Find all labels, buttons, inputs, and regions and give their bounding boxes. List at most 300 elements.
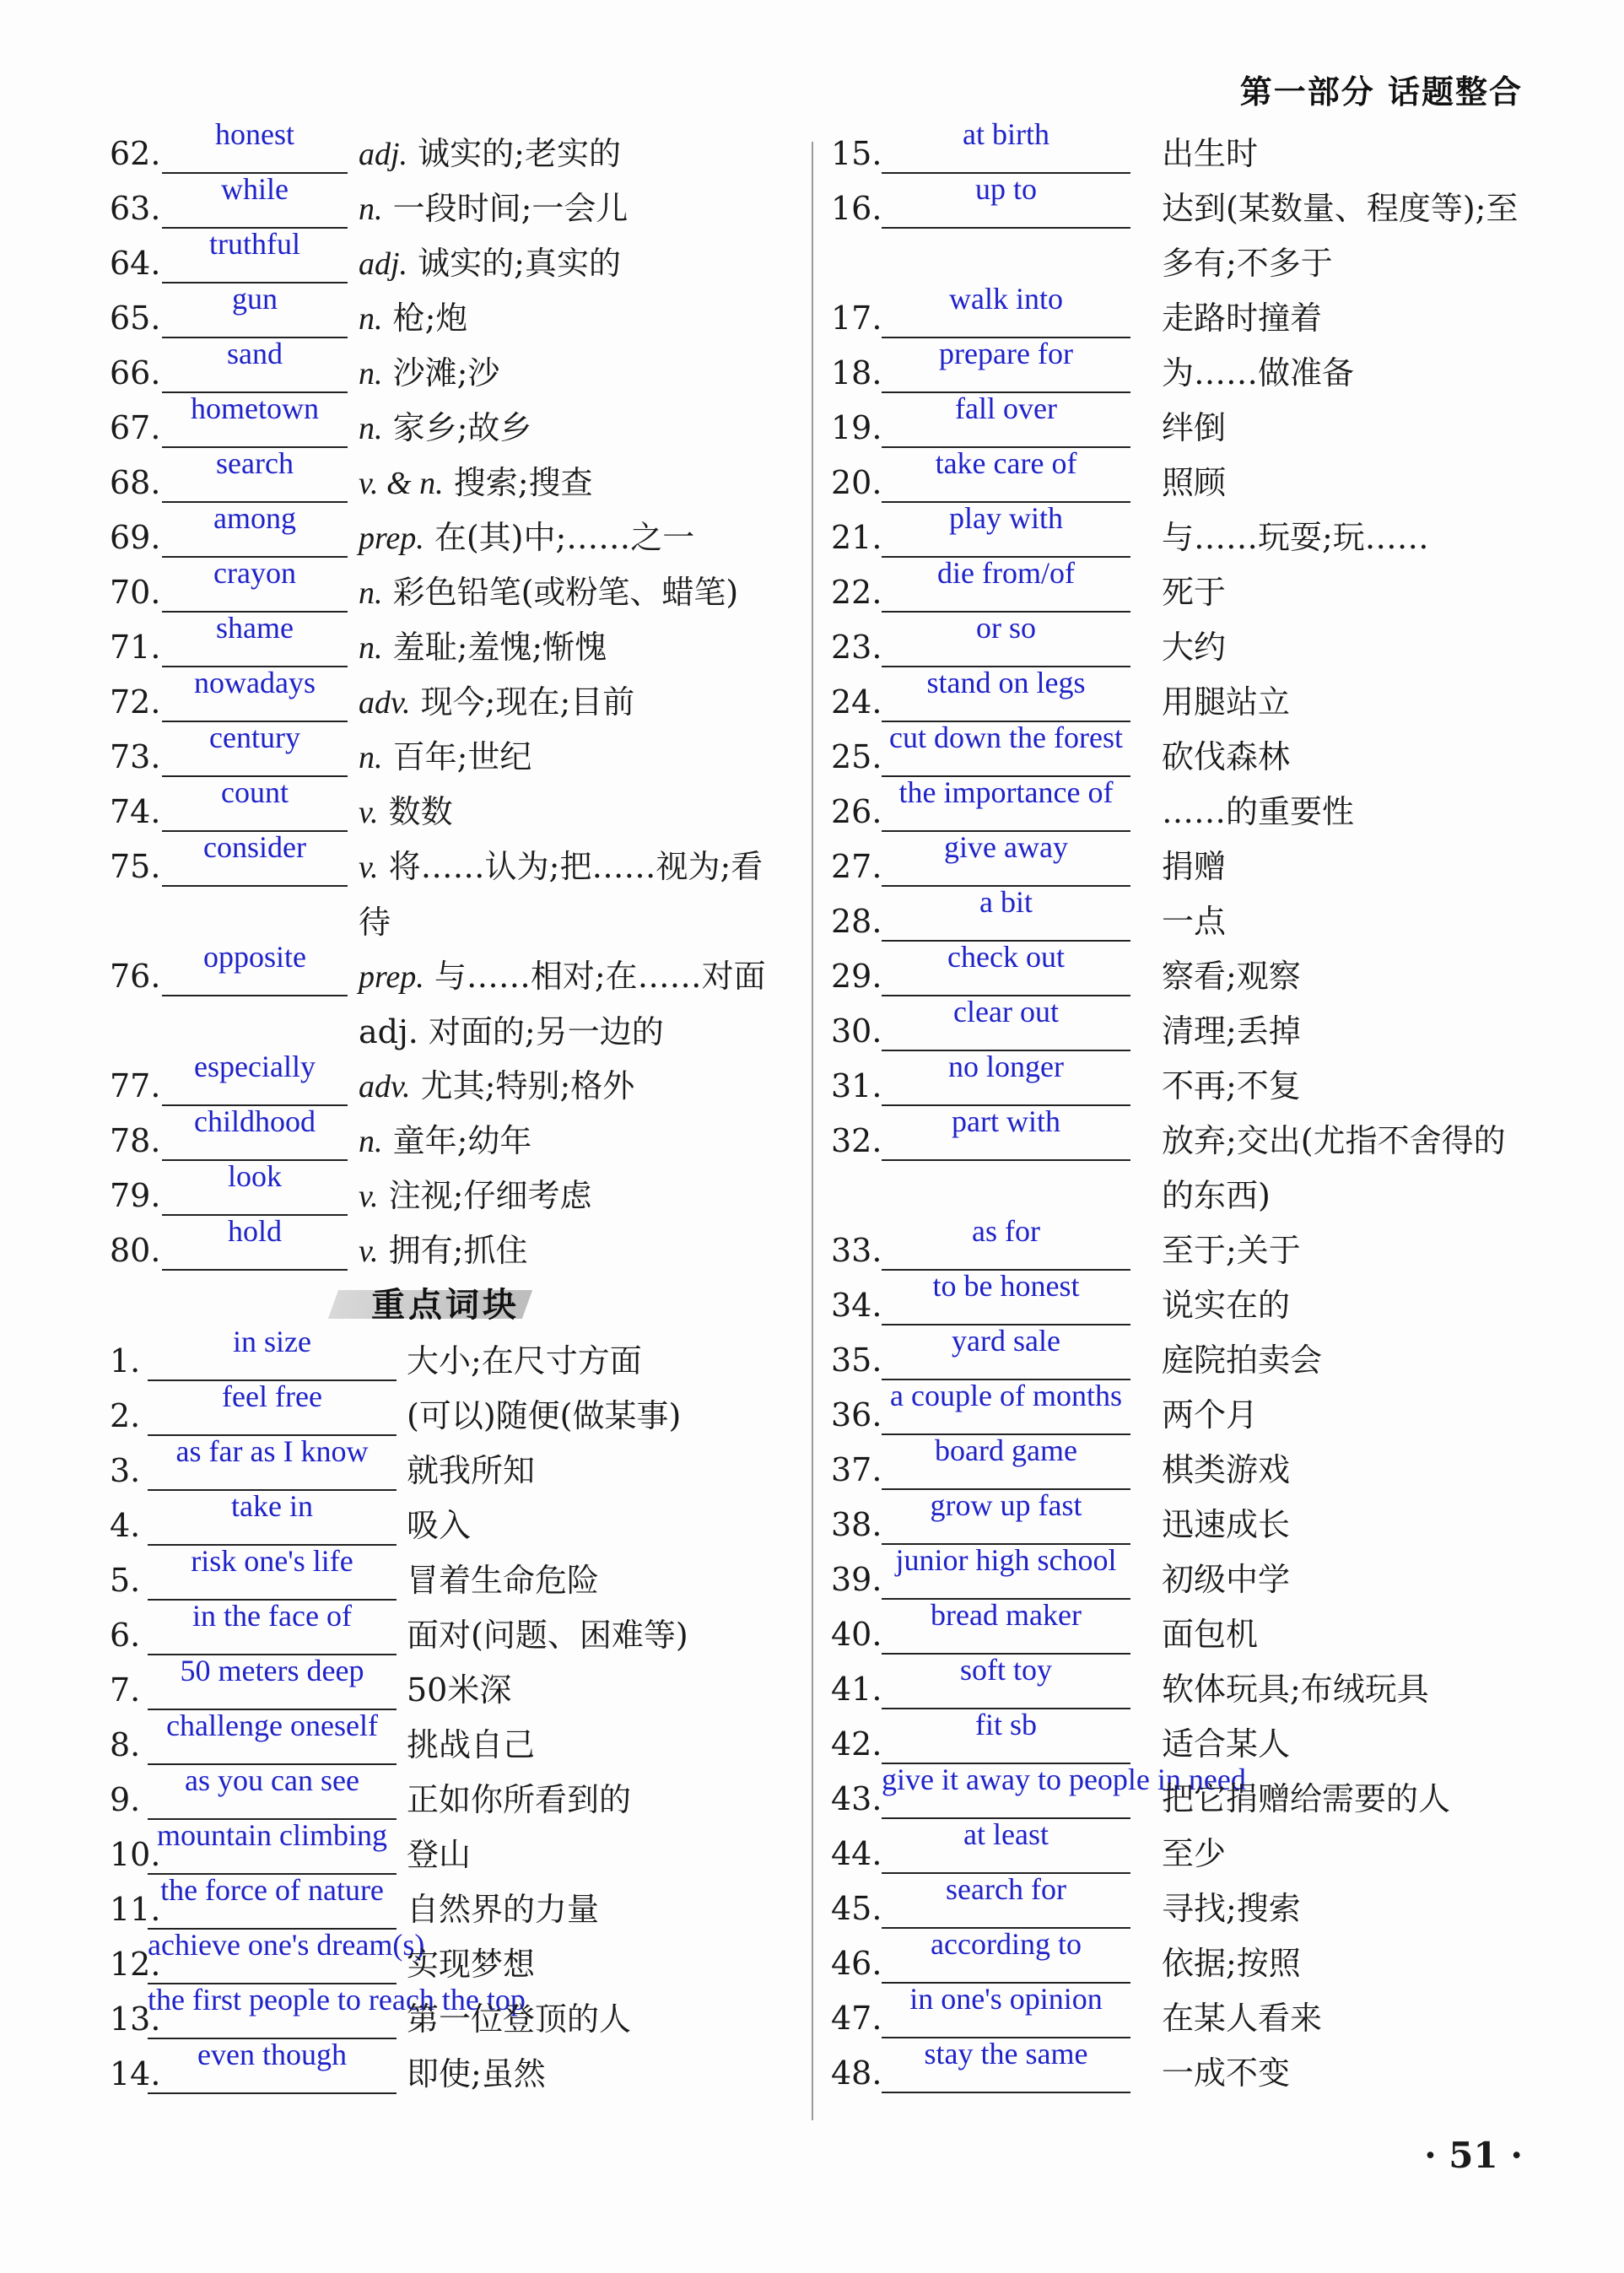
answer-blank [148, 1325, 397, 1381]
item-meaning [1162, 510, 1524, 565]
item-number: 75. [110, 848, 161, 885]
answer-blank [162, 446, 348, 503]
item-meaning [359, 346, 785, 402]
item-meaning [1162, 949, 1524, 1004]
handwritten-answer: count [221, 775, 289, 809]
answer-blank [148, 1928, 425, 1984]
handwritten-answer: opposite [203, 940, 306, 974]
item-meaning [1162, 346, 1524, 401]
meaning-text: 50米深 [407, 1671, 512, 1709]
handwritten-answer: 50 meters deep [180, 1654, 364, 1687]
item-number: 20. [831, 464, 882, 501]
answer-blank [162, 721, 348, 777]
answer-blank [882, 1817, 1130, 1874]
item-number: 4. [110, 1507, 141, 1544]
meaning-text: 数数 [388, 793, 453, 830]
handwritten-answer: take care of [935, 446, 1077, 480]
answer-blank [882, 830, 1130, 887]
meaning-text: 沙滩;沙 [392, 354, 500, 391]
part-of-speech: prep. [359, 959, 424, 995]
item-meaning [359, 1114, 785, 1169]
handwritten-answer: shame [216, 611, 294, 645]
answer-blank [162, 775, 348, 832]
meaning-text: 冒着生命危险 [407, 1562, 600, 1599]
item-number: 45. [831, 1890, 882, 1927]
item-meaning [1162, 1498, 1524, 1552]
handwritten-answer: sand [227, 337, 283, 370]
answer-blank [882, 172, 1130, 229]
item-meaning [1162, 1882, 1524, 1936]
item-number: 2. [110, 1397, 141, 1434]
meaning-text: 软体玩具;布绒玩具 [1162, 1671, 1429, 1708]
answer-blank [148, 2038, 397, 2094]
answer-blank [882, 391, 1130, 448]
handwritten-answer: grow up fast [930, 1488, 1082, 1522]
answer-blank [162, 556, 348, 613]
handwritten-answer: part with [952, 1104, 1060, 1138]
answer-blank [882, 940, 1130, 996]
item-number: 14. [110, 2055, 161, 2092]
handwritten-answer: prepare for [939, 337, 1073, 370]
answer-blank [882, 1543, 1130, 1600]
answer-blank [162, 117, 348, 174]
answer-blank [162, 1050, 348, 1106]
item-meaning [1162, 620, 1524, 675]
answer-blank [162, 391, 348, 448]
handwritten-answer: board game [935, 1433, 1077, 1467]
item-number: 64. [110, 245, 161, 282]
part-of-speech: v. & n. [359, 466, 444, 501]
item-meaning [407, 1498, 786, 1553]
meaning-text: 彩色铅笔(或粉笔、蜡笔) [392, 574, 739, 611]
handwritten-answer: the first people to reach the top [148, 1983, 526, 2017]
item-number: 42. [831, 1725, 882, 1763]
item-meaning [1162, 1443, 1524, 1498]
item-number: 40. [831, 1616, 882, 1653]
item-meaning [407, 1663, 786, 1718]
handwritten-answer: soft toy [959, 1653, 1052, 1687]
item-number: 78. [110, 1122, 161, 1159]
item-meaning [359, 291, 785, 347]
item-meaning [359, 401, 785, 456]
list-item [831, 2037, 1523, 2101]
part-of-speech: prep. [359, 521, 424, 556]
item-meaning [407, 1608, 786, 1663]
meaning-text: 不再;不复 [1162, 1067, 1301, 1104]
item-meaning [1162, 675, 1524, 730]
meaning-text: 尤其;特别;格外 [420, 1067, 635, 1104]
meaning-text: 注视;仔细考虑 [388, 1177, 592, 1214]
handwritten-answer: challenge oneself [166, 1709, 378, 1742]
answer-blank [162, 666, 348, 722]
item-number: 68. [110, 464, 161, 501]
meaning-text: 枪;炮 [392, 300, 468, 337]
answer-blank [162, 227, 348, 283]
list-item [831, 172, 1523, 291]
item-number: 26. [831, 793, 882, 830]
answer-blank [162, 940, 348, 996]
handwritten-answer: honest [215, 117, 294, 151]
item-number: 17. [831, 300, 882, 337]
item-number: 43. [831, 1780, 882, 1817]
item-meaning [1162, 1662, 1524, 1717]
item-meaning [359, 1223, 785, 1279]
answer-blank [882, 775, 1130, 832]
item-number: 9. [110, 1781, 141, 1818]
item-number: 74. [110, 793, 161, 830]
handwritten-answer: consider [203, 830, 306, 864]
meaning-text: 与……相对;在……对面 adj. 对面的;另一边的 [359, 958, 766, 1050]
item-number: 12. [110, 1946, 161, 1983]
answer-blank [882, 556, 1130, 613]
item-meaning [407, 1882, 786, 1937]
meaning-text: 一点 [1162, 903, 1227, 940]
item-number: 23. [831, 629, 882, 666]
meaning-text: (可以)随便(做某事) [407, 1397, 682, 1434]
item-meaning [1162, 1059, 1524, 1114]
meaning-text: 自然界的力量 [407, 1891, 600, 1928]
meaning-text: 百年;世纪 [392, 738, 532, 775]
item-meaning [1162, 840, 1524, 894]
item-number: 35. [831, 1342, 882, 1379]
item-meaning [1162, 1827, 1524, 1882]
meaning-text: 依据;按照 [1162, 1945, 1301, 1982]
handwritten-answer: give away [944, 830, 1068, 864]
answer-blank [148, 1873, 397, 1930]
handwritten-answer: risk one's life [191, 1544, 353, 1578]
part-of-speech: adv. [359, 685, 411, 721]
item-meaning [359, 181, 785, 237]
item-meaning [407, 1718, 786, 1773]
item-number: 3. [110, 1452, 141, 1489]
item-number: 8. [110, 1726, 141, 1763]
handwritten-answer: search for [946, 1872, 1066, 1906]
handwritten-answer: search [216, 446, 294, 480]
item-meaning [359, 949, 785, 1060]
item-number: 25. [831, 738, 882, 775]
answer-blank [882, 1379, 1130, 1435]
item-meaning [407, 1992, 786, 2047]
handwritten-answer: hold [227, 1214, 282, 1248]
meaning-text: 童年;幼年 [392, 1122, 532, 1159]
handwritten-answer: die from/of [937, 556, 1075, 590]
item-number: 44. [831, 1835, 882, 1872]
item-number: 27. [831, 848, 882, 885]
meaning-text: 放弃;交出(尤指不舍得的的东西) [1162, 1122, 1506, 1214]
list-item [110, 940, 793, 1059]
item-number: 30. [831, 1012, 882, 1050]
handwritten-answer: no longer [948, 1050, 1064, 1083]
meaning-text: 出生时 [1162, 135, 1259, 172]
answer-blank [162, 282, 348, 338]
handwritten-answer: junior high school [895, 1543, 1117, 1577]
item-number: 39. [831, 1561, 882, 1598]
handwritten-answer: yard sale [952, 1324, 1060, 1358]
answer-blank [882, 885, 1130, 942]
answer-blank [148, 1599, 397, 1655]
item-meaning [359, 840, 785, 950]
meaning-text: 说实在的 [1162, 1287, 1291, 1324]
page-header: 第一部分 话题整合 [1239, 73, 1523, 111]
handwritten-answer: crayon [213, 556, 296, 590]
handwritten-answer: the importance of [898, 775, 1114, 809]
right-column [831, 117, 1523, 2101]
item-number: 72. [110, 683, 161, 721]
section-heading-text: 重点词块 [371, 1286, 520, 1325]
item-number: 67. [110, 409, 161, 446]
answer-blank [148, 1544, 397, 1601]
item-number: 66. [110, 354, 161, 391]
item-number: 37. [831, 1451, 882, 1488]
item-meaning [1162, 2046, 1524, 2101]
meaning-text: 迅速成长 [1162, 1506, 1291, 1543]
item-number: 31. [831, 1067, 882, 1104]
handwritten-answer: stay the same [924, 2037, 1088, 2071]
answer-blank [162, 1159, 348, 1216]
meaning-text: 棋类游戏 [1162, 1451, 1291, 1488]
meaning-text: 羞耻;羞愧;惭愧 [392, 629, 607, 666]
answer-blank [162, 172, 348, 229]
meaning-text: 初级中学 [1162, 1561, 1291, 1598]
handwritten-answer: take in [231, 1489, 313, 1523]
item-number: 33. [831, 1232, 882, 1269]
meaning-text: 搜索;搜查 [453, 464, 593, 501]
answer-blank [882, 1488, 1130, 1545]
item-meaning [407, 1334, 786, 1389]
answer-blank [882, 1050, 1130, 1106]
handwritten-answer: fit sb [974, 1708, 1037, 1741]
handwritten-answer: feel free [222, 1379, 322, 1413]
item-number: 1. [110, 1342, 141, 1379]
item-number: 10. [110, 1836, 161, 1873]
item-meaning [1162, 1607, 1524, 1662]
item-number: 70. [110, 574, 161, 611]
handwritten-answer: give it away to people in need [882, 1763, 1246, 1796]
handwritten-answer: as for [972, 1214, 1040, 1248]
answer-blank [148, 1489, 397, 1546]
meaning-text: 察看;观察 [1162, 958, 1301, 995]
item-number: 76. [110, 958, 161, 995]
item-number: 6. [110, 1617, 141, 1654]
handwritten-answer: gun [232, 282, 278, 316]
meaning-text: 正如你所看到的 [407, 1781, 632, 1818]
meaning-text: 现今;现在;目前 [420, 683, 635, 721]
answer-blank [162, 501, 348, 558]
list-item [110, 1214, 793, 1278]
part-of-speech: n. [359, 356, 383, 391]
answer-blank [882, 1927, 1130, 1984]
part-of-speech: v. [359, 1234, 379, 1269]
phrase-list-left [110, 1325, 793, 2102]
handwritten-answer: especially [194, 1050, 316, 1083]
item-meaning [1162, 127, 1524, 181]
item-meaning [1162, 1552, 1524, 1607]
item-meaning [407, 1553, 786, 1608]
item-number: 5. [110, 1562, 141, 1599]
item-meaning [359, 620, 785, 676]
item-meaning [359, 1059, 785, 1115]
meaning-text: 至少 [1162, 1835, 1227, 1872]
item-number: 73. [110, 738, 161, 775]
answer-blank [882, 1104, 1130, 1161]
handwritten-answer: clear out [953, 995, 1059, 1029]
meaning-text: 适合某人 [1162, 1725, 1291, 1763]
item-meaning [1162, 1223, 1524, 1278]
meaning-text: 砍伐森林 [1162, 738, 1291, 775]
item-number: 38. [831, 1506, 882, 1543]
answer-blank [148, 1763, 397, 1820]
part-of-speech: v. [359, 795, 379, 830]
item-meaning [407, 2047, 786, 2102]
item-meaning [407, 1389, 786, 1444]
meaning-text: 即使;虽然 [407, 2055, 546, 2092]
handwritten-answer: look [227, 1159, 282, 1193]
answer-blank [882, 1708, 1130, 1764]
item-number: 19. [831, 409, 882, 446]
answer-blank [882, 1214, 1130, 1271]
meaning-text: 在某人看来 [1162, 2000, 1323, 2037]
part-of-speech: adv. [359, 1069, 411, 1104]
handwritten-answer: nowadays [194, 666, 316, 699]
item-meaning [1162, 1333, 1524, 1388]
handwritten-answer: to be honest [932, 1269, 1080, 1303]
handwritten-answer: childhood [194, 1104, 316, 1138]
item-meaning [359, 510, 785, 566]
part-of-speech: n. [359, 411, 383, 446]
answer-blank [148, 1818, 397, 1875]
handwritten-answer: check out [947, 940, 1065, 974]
part-of-speech: n. [359, 575, 383, 611]
item-meaning [359, 456, 785, 511]
item-number: 48. [831, 2054, 882, 2092]
meaning-text: 面包机 [1162, 1616, 1259, 1653]
meaning-text: 把它捐赠给需要的人 [1162, 1780, 1451, 1817]
answer-blank [882, 1598, 1130, 1655]
meaning-text: 吸入 [407, 1507, 472, 1544]
item-meaning [1162, 894, 1524, 949]
answer-blank [162, 830, 348, 887]
answer-blank [162, 1214, 348, 1271]
meaning-text: 一成不变 [1162, 2054, 1291, 2092]
item-number: 47. [831, 2000, 882, 2037]
meaning-text: 登山 [407, 1836, 472, 1873]
part-of-speech: v. [359, 850, 379, 885]
handwritten-answer: or so [976, 611, 1036, 645]
item-meaning [359, 785, 785, 840]
meaning-text: 用腿站立 [1162, 683, 1291, 721]
page-number: · 51 · [1424, 2135, 1523, 2176]
handwritten-answer: cut down the forest [889, 721, 1123, 754]
meaning-text: 死于 [1162, 574, 1227, 611]
answer-blank [882, 1982, 1130, 2038]
handwritten-answer: up to [974, 172, 1037, 206]
answer-blank [882, 446, 1130, 503]
item-number: 80. [110, 1232, 161, 1269]
item-meaning [1162, 291, 1524, 346]
handwritten-answer: achieve one's dream(s) [148, 1928, 425, 1962]
item-meaning [1162, 785, 1524, 840]
answer-blank [148, 1709, 397, 1765]
meaning-text: 在(其)中;……之一 [434, 519, 695, 556]
list-item [831, 1104, 1523, 1223]
item-meaning [359, 1169, 785, 1224]
handwritten-answer: play with [949, 501, 1063, 535]
item-meaning [1162, 1936, 1524, 1991]
item-number: 16. [831, 190, 882, 227]
meaning-text: 实现梦想 [407, 1946, 536, 1983]
answer-blank [148, 1654, 397, 1710]
part-of-speech: n. [359, 1124, 383, 1159]
item-meaning [1162, 1388, 1524, 1443]
item-meaning [359, 565, 785, 621]
handwritten-answer: bread maker [931, 1598, 1082, 1632]
item-meaning [1162, 401, 1524, 456]
meaning-text: 大小;在尺寸方面 [407, 1342, 642, 1379]
part-of-speech: n. [359, 630, 383, 666]
phrase-list-right [831, 117, 1523, 2101]
meaning-text: 捐赠 [1162, 848, 1227, 885]
left-column [110, 117, 793, 2102]
item-number: 41. [831, 1671, 882, 1708]
meaning-text: 照顾 [1162, 464, 1227, 501]
handwritten-answer: truthful [209, 227, 300, 261]
handwritten-answer: as you can see [185, 1763, 359, 1797]
answer-blank [882, 1763, 1246, 1819]
answer-blank [882, 721, 1130, 777]
part-of-speech: adj. [359, 137, 408, 172]
handwritten-answer: hometown [191, 391, 319, 425]
item-meaning [1162, 181, 1524, 291]
meaning-text: 与……玩耍;玩…… [1162, 519, 1429, 556]
meaning-text: 两个月 [1162, 1396, 1259, 1433]
part-of-speech: n. [359, 740, 383, 775]
answer-blank [882, 611, 1130, 667]
part-of-speech: n. [359, 192, 383, 227]
item-meaning [407, 1773, 786, 1828]
meaning-text: 清理;丢掉 [1162, 1012, 1301, 1050]
meaning-text: 就我所知 [407, 1452, 536, 1489]
part-of-speech: n. [359, 301, 383, 337]
item-number: 79. [110, 1177, 161, 1214]
handwritten-answer: as far as I know [175, 1434, 369, 1468]
list-item [110, 830, 793, 949]
answer-blank [882, 1433, 1130, 1490]
item-number: 69. [110, 519, 161, 556]
item-number: 22. [831, 574, 882, 611]
item-meaning [1162, 456, 1524, 510]
answer-blank [148, 1434, 397, 1491]
item-meaning [1162, 1772, 1524, 1827]
column-divider [812, 142, 813, 2120]
item-number: 13. [110, 2000, 161, 2038]
answer-blank [882, 337, 1130, 393]
meaning-text: 诚实的;老实的 [418, 135, 621, 172]
meaning-text: 至于;关于 [1162, 1232, 1301, 1269]
answer-blank [882, 1872, 1130, 1929]
part-of-speech: v. [359, 1179, 379, 1214]
handwritten-answer: century [209, 721, 300, 754]
item-number: 29. [831, 958, 882, 995]
item-number: 77. [110, 1067, 161, 1104]
answer-blank [882, 1324, 1130, 1380]
handwritten-answer: fall over [955, 391, 1057, 425]
handwritten-answer: in the face of [192, 1599, 352, 1633]
item-meaning [1162, 1991, 1524, 2046]
item-number: 18. [831, 354, 882, 391]
item-meaning [1162, 1004, 1524, 1059]
meaning-text: 寻找;搜索 [1162, 1890, 1301, 1927]
item-number: 24. [831, 683, 882, 721]
